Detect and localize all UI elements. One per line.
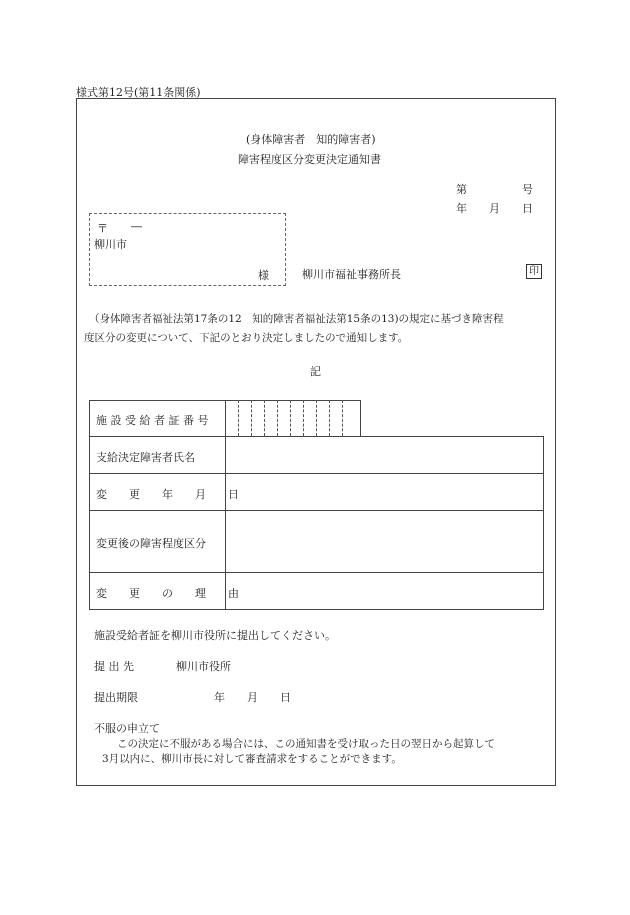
new-grade-value-cell (225, 510, 544, 573)
reason-label: 変 更 の 理 由 (96, 587, 239, 600)
reason-value-cell (225, 572, 544, 610)
body-line1: （身体障害者福祉法第17条の12 知的障害者福祉法第15条の13)の規定に基づき障害程 (89, 313, 504, 325)
document-number: 第 号 (456, 183, 533, 196)
name-value-cell (225, 436, 544, 474)
change-date-value-cell (225, 473, 544, 511)
digit-divider (290, 400, 291, 436)
digit-divider (238, 400, 239, 436)
submit-notice: 施設受給者証を柳川市役所に提出してください。 (94, 629, 336, 642)
change-date-label: 変 更 年 月 日 (96, 488, 239, 501)
deadline-date: 年 月 日 (214, 691, 291, 704)
postal-dash: ― (131, 220, 142, 233)
digit-divider (251, 400, 252, 436)
new-grade-label: 変更後の障害程度区分 (96, 537, 206, 550)
ki-label: 記 (310, 365, 321, 378)
issue-date: 年 月 日 (456, 202, 533, 215)
name-label: 支給決定障害者氏名 (96, 451, 195, 464)
deadline-label: 提出期限 (94, 691, 138, 704)
submit-to-value: 柳川市役所 (176, 660, 231, 673)
digit-divider (264, 400, 265, 436)
appeal-line2: 3月以内に、柳川市長に対して審査請求をすることができます。 (102, 753, 402, 765)
postal-mark: 〒 (97, 222, 108, 235)
honorific: 様 (258, 269, 269, 282)
title-line1: (身体障害者 知的障害者) (246, 133, 376, 146)
body-line2: 度区分の変更について、下記のとおり決定しましたので通知します。 (84, 332, 409, 344)
form-number: 様式第12号(第11条関係) (76, 86, 201, 99)
title-line2: 障害程度区分変更決定通知書 (238, 153, 381, 166)
appeal-line1: この決定に不服がある場合には、この通知書を受け取った日の翌日から起算して (117, 738, 495, 750)
issuer: 柳川市福祉事務所長 (302, 268, 401, 281)
digit-divider (316, 400, 317, 436)
cert-number-cell (225, 400, 361, 437)
address-city: 柳川市 (94, 238, 127, 251)
digit-divider (303, 400, 304, 436)
digit-divider (277, 400, 278, 436)
digit-divider (342, 400, 343, 436)
seal-mark: 印 (526, 264, 542, 279)
cert-number-label: 施 設 受 給 者 証 番 号 (96, 414, 209, 427)
digit-divider (329, 400, 330, 436)
appeal-title: 不服の申立て (94, 722, 160, 735)
submit-to-label: 提 出 先 (94, 660, 134, 673)
